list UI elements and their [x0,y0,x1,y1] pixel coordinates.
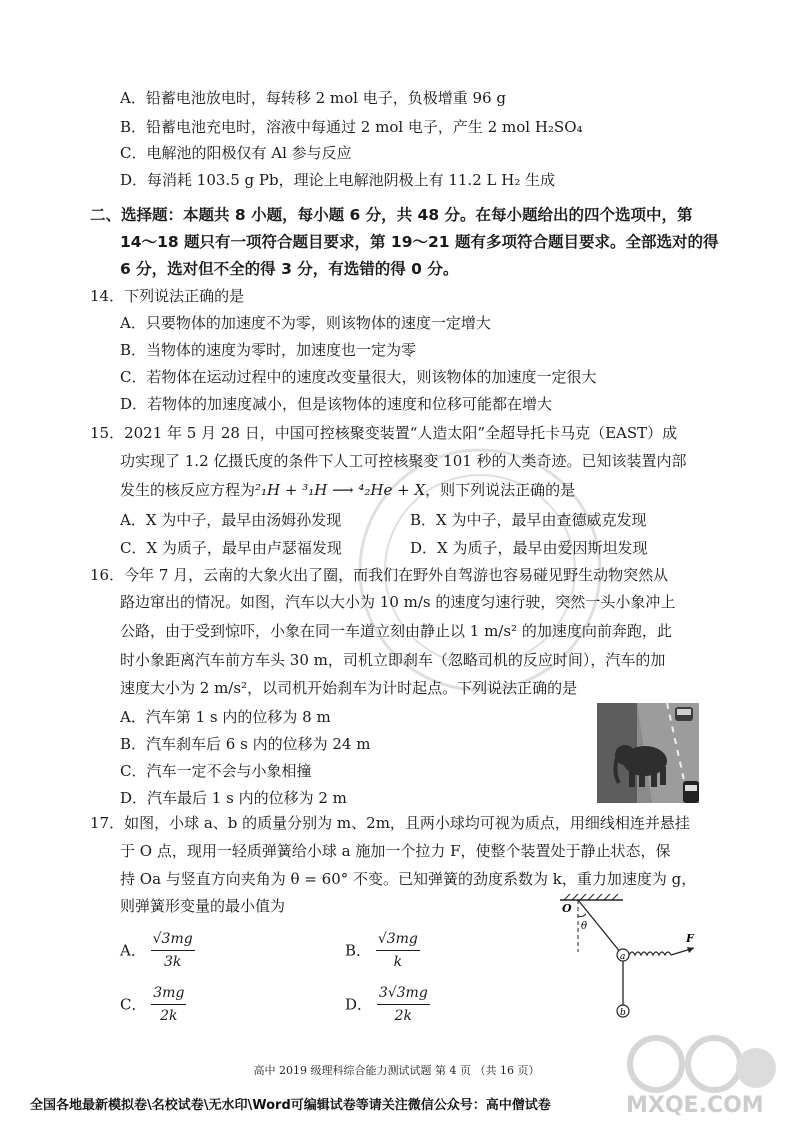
force-arrow-head [687,947,694,953]
elephant-road-photo [597,703,699,803]
fraction [151,982,186,1027]
q16-option-b: B．汽车刹车后 6 s 内的位移为 24 m [120,735,371,753]
logo-text: MXQE.COM [626,1093,764,1118]
q15-option-c: C．X 为质子，最早由卢瑟福发现 [120,539,342,557]
q17-option-c [120,982,186,1027]
q14-option-a: A．只要物体的加速度不为零，则该物体的速度一定增大 [120,314,491,332]
section2-line2: 14～18 题只有一项符合题目要求，第 19～21 题有多项符合题目要求。全部选对的得 [120,233,719,251]
spring [629,952,671,955]
ceiling-hatch [564,894,618,900]
q16-option-a: A．汽车第 1 s 内的位移为 8 m [120,708,331,726]
spring-ball-diagram [548,892,708,1027]
numerator: 3√3mg [377,982,430,1005]
fraction [376,928,420,973]
option-label: D． [345,995,373,1014]
q17-option-a [120,928,195,973]
denominator: 2k [160,1008,178,1024]
fraction [377,982,430,1027]
q17-line2: 于 O 点，现用一轻质弹簧给小球 a 施加一个拉力 F，使整个装置处于静止状态，保 [120,842,671,860]
option-label: B． [345,941,372,960]
q16-line2: 路边窜出的情况。如图，汽车以大小为 10 m/s 的速度匀速行驶，突然一头小象冲上 [120,593,676,611]
section2-line3: 6 分，选对但不全的得 3 分，有选错的得 0 分。 [120,260,459,278]
label-theta: θ [581,921,588,932]
q15-option-b: B．X 为中子，最早由查德威克发现 [410,511,647,529]
q15-line1: 15．2021 年 5 月 28 日，中国可控核聚变装置“人造太阳”全超导托卡马克（EAST）成 [90,424,678,442]
numerator: 3mg [151,982,186,1005]
label-o: O [562,902,572,915]
label-a: a [620,952,626,962]
denominator: k [393,954,403,970]
q15-option-d: D．X 为质子，最早由爱因斯坦发现 [410,539,648,557]
angle-arc [578,914,586,917]
option-label: A． [120,941,146,960]
option-label: C． [120,995,147,1014]
q17-option-d [345,982,430,1027]
section2-line1: 二、选择题：本题共 8 小题，每小题 6 分，共 48 分。在每小题给出的四个选项中，第 [90,206,693,224]
numerator: √3mg [376,928,420,951]
denominator: 2k [394,1008,412,1024]
q14-stem: 14．下列说法正确的是 [90,287,245,305]
q17-option-b [345,928,420,973]
site-logo [616,1028,786,1118]
label-b: b [620,1008,626,1018]
nuclear-equation: ²₁H + ³₁H ⟶ ⁴₂He + X [255,481,426,499]
q16-line5: 速度大小为 2 m/s²，以司机开始刹车为计时起点。下列说法正确的是 [120,679,578,697]
q16-line4: 时小象距离汽车前方车头 30 m，司机立即刹车（忽略司机的反应时间），汽车的加 [120,651,666,669]
denominator: 3k [163,954,182,970]
q15-option-a: A．X 为中子，最早由汤姆孙发现 [120,511,342,529]
q17-line4: 则弹簧形变量的最小值为 [120,897,286,915]
q13-option-c: C．电解池的阳极仅有 Al 参与反应 [120,144,352,162]
promo-banner: 全国各地最新模拟卷\名校试卷\无水印\Word可编辑试卷等请关注微信公众号：高中僧试卷 [30,1098,551,1113]
q14-option-c: C．若物体在运动过程中的速度改变量很大，则该物体的加速度一定很大 [120,368,597,386]
q15-line3-post: ，则下列说法正确的是 [425,481,576,499]
page-footer: 高中 2019 级理科综合能力测试试题 第 4 页 （共 16 页） [253,1064,540,1077]
q13-option-a: A．铅蓄电池放电时，每转移 2 mol 电子，负极增重 96 g [120,89,506,107]
q16-line3: 公路，由于受到惊吓，小象在同一车道立刻由静止以 1 m/s² 的加速度向前奔跑，此 [120,622,672,640]
q14-option-d: D．若物体的加速度减小，但是该物体的速度和位移可能都在增大 [120,395,553,413]
q16-option-c: C．汽车一定不会与小象相撞 [120,762,312,780]
q17-line3: 持 Oa 与竖直方向夹角为 θ = 60° 不变。已知弹簧的劲度系数为 k，重力加速度为 g， [120,870,697,888]
q13-option-d: D．每消耗 103.5 g Pb，理论上电解池阴极上有 11.2 L H₂ 生成 [120,171,556,189]
q15-line3-pre: 发生的核反应方程为 [120,481,256,499]
fraction [151,928,195,973]
q17-line1: 17．如图，小球 a、b 的质量分别为 m、2m，且两小球均可视为质点，用细线相连并悬挂 [90,814,690,832]
q13-option-b: B．铅蓄电池充电时，溶液中每通过 2 mol 电子，产生 2 mol H₂SO₄ [120,118,583,136]
q16-line1: 16．今年 7 月，云南的大象火出了圈，而我们在野外自驾游也容易碰见野生动物突然从 [90,566,669,584]
q15-line3 [120,479,575,501]
q14-option-b: B．当物体的速度为零时，加速度也一定为零 [120,341,417,359]
numerator: √3mg [151,928,195,951]
q15-line2: 功实现了 1.2 亿摄氏度的条件下人工可控核聚变 101 秒的人类奇迹。已知该装置内部 [120,452,687,470]
label-f: F [686,932,694,945]
q16-option-d: D．汽车最后 1 s 内的位移为 2 m [120,789,347,807]
